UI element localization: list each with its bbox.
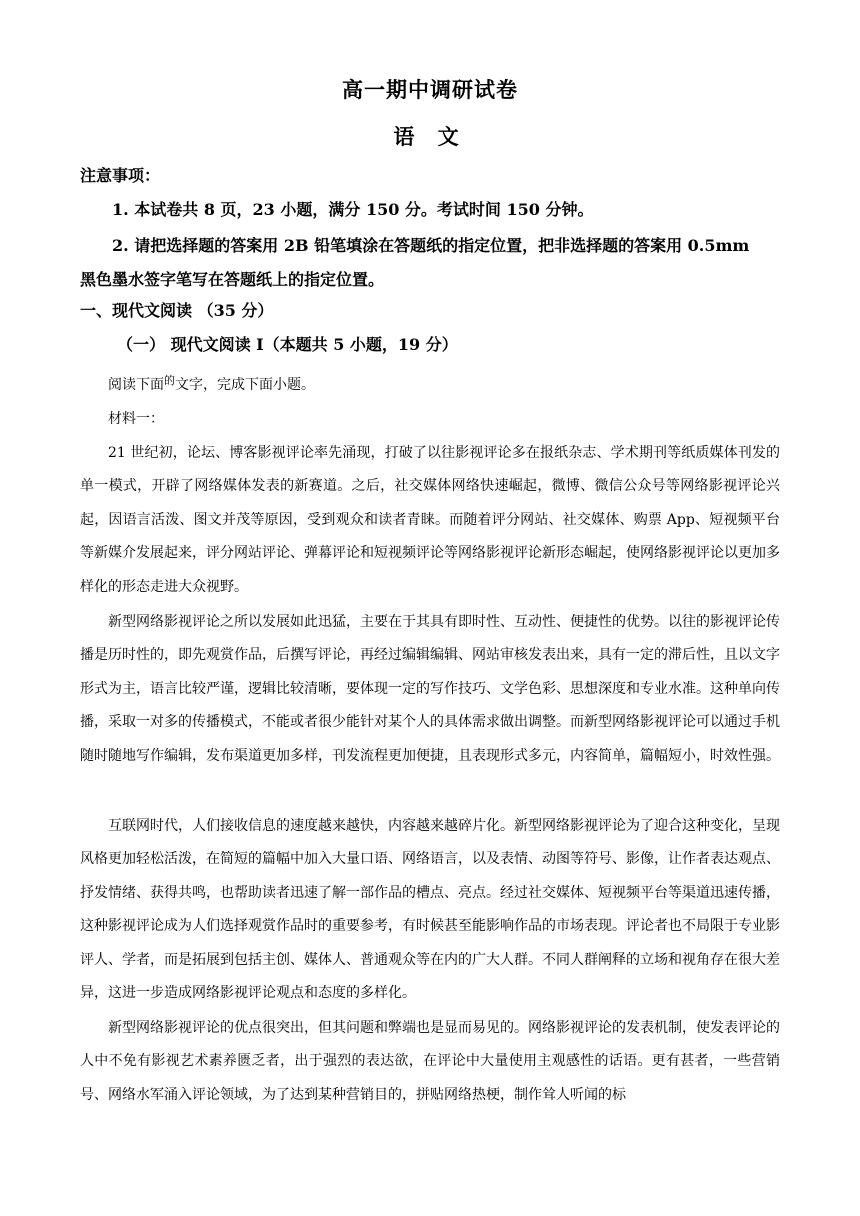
reading-instruction-superscript: 的 bbox=[164, 374, 175, 387]
notice-item-2-line-1: 2. 请把选择题的答案用 2B 铅笔填涂在答题纸的指定位置，把非选择题的答案用 0.5mm bbox=[112, 236, 750, 255]
reading-instruction-end: 文字，完成下面小题。 bbox=[175, 377, 315, 393]
section-subheading: （一） 现代文阅读 I（本题共 5 小题，19 分） bbox=[117, 335, 458, 354]
exam-title: 高一期中调研试卷 bbox=[342, 77, 518, 102]
reading-instruction-start: 阅读下面 bbox=[108, 377, 164, 393]
paragraph-2: 新型网络影视评论之所以发展如此迅猛，主要在于其具有即时性、互动性、便捷性的优势。以往的影视评论传播是历时性的，即先观赏作品，后撰写评论，再经过编辑编辑、网站审核发表出来，具有一定的滞后性，且以文字形式为主，语言比较严谨，逻辑比较清晰，要体现一定的写作技巧、文学色彩、思想深度和专业水准。这种单向传播，采取一对多的传播模式，不能或者很少能针对某个人的具体需求做出调整。而新型网络影视评论可以通过手机随时随地写作编辑，发布渠道更加多样，刊发流程更加便捷，且表现形式多元，内容简单，篇幅短小，时效性强。 bbox=[80, 614, 780, 764]
paragraph-4: 新型网络影视评论的优点很突出，但其问题和弊端也是显而易见的。网络影视评论的发表机制，使发表评论的人中不免有影视艺术素养匮乏者，出于强烈的表达欲，在评论中大量使用主观感性的话语。更有甚者，一些营销号、网络水军涌入评论领域，为了达到某种营销目的，拼贴网络热梗，制作耸人听闻的标 bbox=[80, 1020, 780, 1103]
exam-subject: 语 文 bbox=[393, 124, 467, 149]
notice-item-1: 1. 本试卷共 8 页，23 小题，满分 150 分。考试时间 150 分钟。 bbox=[112, 200, 594, 219]
reading-instruction bbox=[108, 372, 315, 394]
notice-heading: 注意事项： bbox=[80, 166, 161, 185]
material-label: 材料一： bbox=[108, 411, 164, 427]
paragraph-3: 互联网时代，人们接收信息的速度越来越快，内容越来越碎片化。新型网络影视评论为了迎合这种变化，呈现风格更加轻松活泼，在简短的篇幅中加入大量口语、网络语言，以及表情、动图等符号、影像，让作者表达观点、抒发情绪、获得共鸣，也帮助读者迅速了解一部作品的槽点、亮点。经过社交媒体、短视频平台等渠道迅速传播，这种影视评论成为人们选择观赏作品时的重要参考，有时候甚至能影响作品的市场表现。评论者也不局限于专业影评人、学者，而是拓展到包括主创、媒体人、普通观众等在内的广大人群。不同人群阐释的立场和视角存在很大差异，这进一步造成网络影视评论观点和态度的多样化。 bbox=[80, 818, 780, 1002]
section-heading: 一、现代文阅读 （35 分） bbox=[80, 301, 274, 320]
notice-item-2-line-2: 黑色墨水签字笔写在答题纸上的指定位置。 bbox=[80, 270, 385, 289]
paragraph-1: 21 世纪初，论坛、博客影视评论率先涌现，打破了以往影视评论多在报纸杂志、学术期刊等纸质媒体刊发的单一模式，开辟了网络媒体发表的新赛道。之后，社交媒体网络快速崛起，微博、微信公众号等网络影视评论兴起，因语言活泼、图文并茂等原因，受到观众和读者青睐。而随着评分网站、社交媒体、购票 App、短视频平台等新媒介发展起来，评分网站评论、弹幕评论和短视频评论等网络影视评论新形态崛起，使网络影视评论以更加多样化的形态走进大众视野。 bbox=[80, 445, 780, 595]
